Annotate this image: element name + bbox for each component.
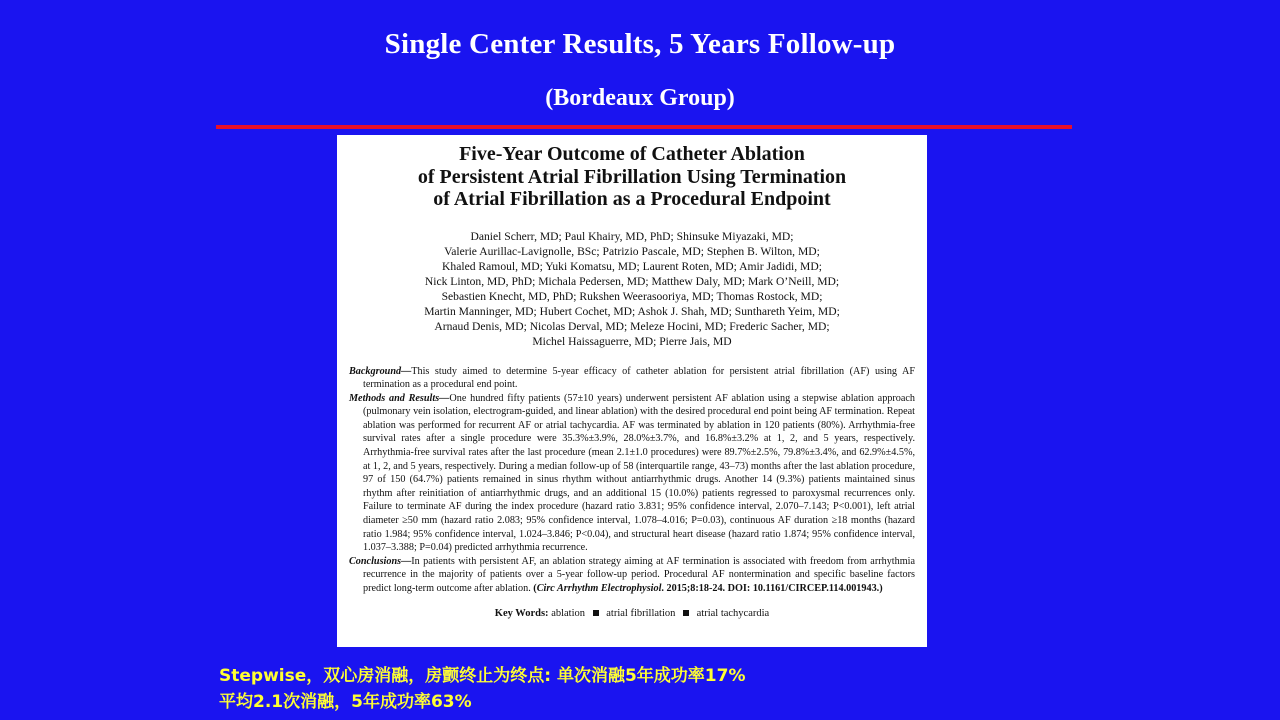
title-divider	[216, 125, 1072, 129]
abstract-text: In patients with persistent AF, an ablation strategy aiming at AF termination is associated with freedom from arrhythmia recurrence in the majority of patients over a 5-year follow-up period. Procedural AF nontermination and specific baseline factors predict long-term outcome after ablation.	[363, 555, 915, 594]
author-line: Sebastien Knecht, MD, PhD; Rukshen Weerasooriya, MD; Thomas Rostock, MD;	[441, 289, 823, 303]
paper-title-line: of Persistent Atrial Fibrillation Using Termination	[417, 165, 847, 188]
abstract-background	[349, 365, 915, 392]
paper-title-line: of Atrial Fibrillation as a Procedural Endpoint	[433, 188, 831, 210]
citation-journal: Circ Arrhythm Electrophysiol	[536, 583, 662, 594]
slide-note: 平均2.1次消融，5年成功率63%	[219, 692, 472, 712]
keyword: atrial fibrillation	[606, 607, 676, 619]
citation	[533, 583, 882, 594]
citation-open: (	[533, 583, 537, 594]
keyword-separator-icon	[683, 610, 689, 616]
abstract-text: This study aimed to determine 5-year efficacy of catheter ablation for persistent atrial fibrillation (AF) using AF termination as a procedural end point.	[363, 365, 915, 391]
author-line: Nick Linton, MD, PhD; Michala Pedersen, MD; Matthew Daly, MD; Mark O’Neill, MD;	[424, 274, 840, 288]
abstract	[349, 365, 915, 596]
paper-title	[349, 143, 915, 211]
keyword-separator-icon	[593, 610, 599, 616]
author-line: Daniel Scherr, MD; Paul Khairy, MD, PhD; Shinsuke Miyazaki, MD;	[470, 229, 794, 243]
author-line: Khaled Ramoul, MD; Yuki Komatsu, MD; Laurent Roten, MD; Amir Jadidi, MD;	[442, 259, 822, 273]
slide-subtitle: (Bordeaux Group)	[545, 85, 735, 111]
author-line: Arnaud Denis, MD; Nicolas Derval, MD; Meleze Hocini, MD; Frederic Sacher, MD;	[434, 319, 830, 333]
paper-authors	[349, 229, 915, 349]
citation-rest: . 2015;8:18-24. DOI: 10.1161/CIRCEP.114.001943.)	[661, 583, 883, 594]
keyword: atrial tachycardia	[696, 607, 770, 619]
abstract-label: Background—	[349, 365, 412, 377]
slide-note: Stepwise，双心房消融，房颤终止为终点: 单次消融5年成功率17%	[219, 666, 746, 686]
paper-abstract-image	[337, 135, 927, 647]
author-line: Michel Haissaguerre, MD; Pierre Jais, MD	[532, 334, 732, 348]
slide-title: Single Center Results, 5 Years Follow-up	[384, 28, 896, 60]
abstract-conclusions	[349, 555, 915, 596]
abstract-methods	[349, 392, 915, 555]
author-line: Martin Manninger, MD; Hubert Cochet, MD; Ashok J. Shah, MD; Sunthareth Yeim, MD;	[424, 304, 840, 318]
keywords	[349, 608, 915, 619]
paper-title-line: Five-Year Outcome of Catheter Ablation	[459, 143, 805, 165]
abstract-text: One hundred fifty patients (57±10 years) underwent persistent AF ablation using a stepwise ablation approach (pulmonary vein isolation, electrogram-guided, and linear ablation) with the desired procedural end point being AF termination. Repeat ablation was performed for recurrent AF or atrial tachycardia. AF was terminated by ablation in 120 patients (80%). Arrhythmia-free survival rates after a single procedure were 35.3%±3.9%, 28.0%±3.7%, and 16.8%±3.2% at 1, 2, and 5 years, respectively. Arrhythmia-free survival rates after the last procedure (mean 2.1±1.0 procedures) were 89.7%±2.5%, 79.8%±3.4%, and 62.9%±4.5%, at 1, 2, and 5 years, respectively. During a median follow-up of 58 (interquartile range, 43–73) months after the last ablation procedure, 97 of 150 (64.7%) patients remained in sinus rhythm without antiarrhythmic drugs. Another 14 (9.3%) patients maintained sinus rhythm after reinitiation of antiarrhythmic drugs, and an additional 15 (10.0%) patients regressed to paroxysmal recurrences only. Failure to terminate AF during the index procedure (hazard ratio 3.831; 95% confidence interval, 2.070–7.143; P<0.001), left atrial diameter ≥50 mm (hazard ratio 2.083; 95% confidence interval, 1.078–4.016; P=0.03), continuous AF duration ≥18 months (hazard ratio 1.984; 95% confidence interval, 1.024–3.846; P<0.04), and structural heart disease (hazard ratio 1.874; 95% confidence interval, 1.037–3.388; P=0.04) predicted arrhythmia recurrence.	[363, 392, 916, 554]
keywords-label: Key Words:	[494, 607, 549, 619]
abstract-label: Conclusions—	[349, 555, 412, 567]
keyword: ablation	[551, 607, 586, 619]
abstract-label: Methods and Results—	[349, 392, 450, 404]
author-line: Valerie Aurillac-Lavignolle, BSc; Patrizio Pascale, MD; Stephen B. Wilton, MD;	[444, 244, 820, 258]
